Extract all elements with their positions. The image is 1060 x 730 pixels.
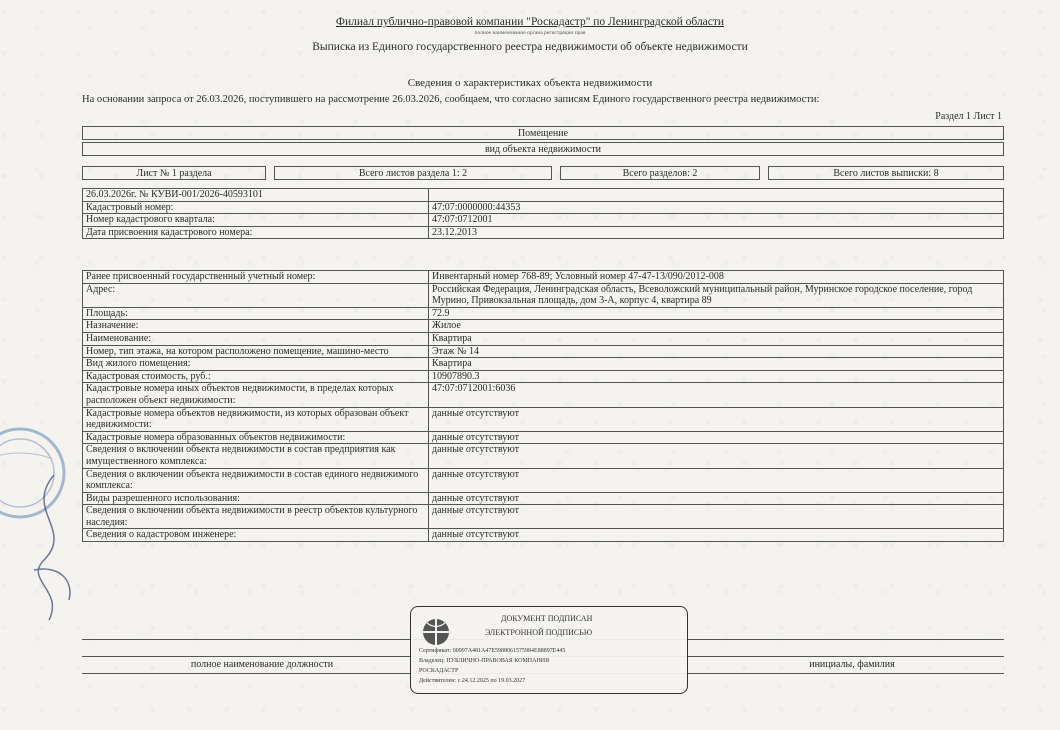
- table-row: [83, 271, 1004, 284]
- organization-name: Филиал публично-правовой компании "Роскадастр" по Ленинградской области: [335, 16, 725, 28]
- stamp-line2: ЭЛЕКТРОННОЙ ПОДПИСЬЮ: [485, 628, 593, 637]
- row-label: Кадастровые номера образованных объектов недвижимости:: [83, 431, 429, 444]
- row-value: Инвентарный номер 768-89; Условный номер 47-47-13/090/2012-008: [429, 271, 1004, 284]
- sheets-info-row: [82, 166, 1004, 180]
- basis-text: На основании запроса от 26.03.2026, поступившего на рассмотрение 26.03.2026, сообщаем, что согласно записям Единого государственного реестра недвижимости:: [82, 94, 820, 105]
- row-label: Кадастровая стоимость, руб.:: [83, 370, 429, 383]
- stamp-owner: Владелец: ПУБЛИЧНО-ПРАВОВАЯ КОМПАНИЯ: [419, 658, 550, 664]
- table-row: [83, 444, 1004, 468]
- sheet-reference: Раздел 1 Лист 1: [935, 111, 1002, 122]
- sheets-total: Всего листов выписки: 8: [768, 166, 1004, 180]
- row-value: Квартира: [429, 332, 1004, 345]
- organization-note: полное наименование органа регистрации прав: [474, 30, 586, 36]
- table-row: [83, 383, 1004, 407]
- row-value: данные отсутствуют: [429, 529, 1004, 542]
- handwritten-signature-icon: [14, 470, 94, 630]
- row-value: данные отсутствуют: [429, 444, 1004, 468]
- row-label: Кадастровые номера иных объектов недвижимости, в пределах которых расположен объект недвижимости:: [83, 383, 429, 407]
- request-blank: [429, 189, 1004, 202]
- table-row: [83, 201, 1004, 214]
- row-label: Номер кадастрового квартала:: [83, 214, 429, 227]
- row-value: 72.9: [429, 307, 1004, 320]
- table-row: [83, 226, 1004, 239]
- sheets-in-section: Всего листов раздела 1: 2: [274, 166, 552, 180]
- table-row: [83, 358, 1004, 371]
- e-signature-stamp: [410, 606, 688, 694]
- row-label: Назначение:: [83, 320, 429, 333]
- section-title: Сведения о характеристиках объекта недвижимости: [407, 77, 653, 89]
- row-value: Этаж № 14: [429, 345, 1004, 358]
- row-label: Кадастровый номер:: [83, 201, 429, 214]
- table-row: [83, 283, 1004, 307]
- details-table: [82, 270, 1004, 542]
- row-value: 47:07:0712001: [429, 214, 1004, 227]
- row-value: 47:07:0000000:44353: [429, 201, 1004, 214]
- table-row: [83, 431, 1004, 444]
- row-label: Адрес:: [83, 283, 429, 307]
- row-label: Вид жилого помещения:: [83, 358, 429, 371]
- row-label: Сведения о включении объекта недвижимости в состав предприятия как имущественного комплекса:: [83, 444, 429, 468]
- stamp-owner2: РОСКАДАСТР: [419, 668, 459, 674]
- request-line: 26.03.2026г. № КУВИ-001/2026-40593101: [83, 189, 429, 202]
- row-value: 23.12.2013: [429, 226, 1004, 239]
- stamp-certificate: Сертификат: 00997A481A47E5988061575984E88897E445: [419, 648, 566, 654]
- row-label: Виды разрешенного использования:: [83, 492, 429, 505]
- table-row: [83, 214, 1004, 227]
- table-row: [83, 345, 1004, 358]
- table-row: [83, 370, 1004, 383]
- row-value: данные отсутствуют: [429, 492, 1004, 505]
- extract-title: Выписка из Единого государственного реестра недвижимости об объекте недвижимости: [312, 41, 748, 53]
- roskadastr-logo-icon: [421, 617, 451, 647]
- row-value: данные отсутствуют: [429, 407, 1004, 431]
- sheet-number: Лист № 1 раздела: [82, 166, 266, 180]
- table-row: [83, 307, 1004, 320]
- stamp-validity: Действителен: с 24.12.2025 по 19.03.2027: [419, 678, 526, 684]
- row-label: Кадастровые номера объектов недвижимости, из которых образован объект недвижимости:: [83, 407, 429, 431]
- initials-label: инициалы, фамилия: [809, 659, 895, 670]
- row-label: Сведения о кадастровом инженере:: [83, 529, 429, 542]
- table-row: [83, 320, 1004, 333]
- table-row: [83, 407, 1004, 431]
- table-row: [83, 468, 1004, 492]
- table-row: [83, 529, 1004, 542]
- object-title: Помещение: [82, 126, 1004, 140]
- row-label: Сведения о включении объекта недвижимости в состав единого недвижимого комплекса:: [83, 468, 429, 492]
- row-label: Сведения о включении объекта недвижимости в реестр объектов культурного наследия:: [83, 505, 429, 529]
- identity-table: [82, 188, 1004, 239]
- row-label: Ранее присвоенный государственный учетный номер:: [83, 271, 429, 284]
- row-value: 10907890.3: [429, 370, 1004, 383]
- row-value: данные отсутствуют: [429, 431, 1004, 444]
- row-value: Российская Федерация, Ленинградская область, Всеволожский муниципальный район, Муринское городское поселение, город Мурино, Привокзальная площадь, дом 3-А, корпус 4, квартира 89: [429, 283, 1004, 307]
- request-row: [83, 189, 1004, 202]
- row-value: данные отсутствуют: [429, 505, 1004, 529]
- table-row: [83, 492, 1004, 505]
- row-label: Дата присвоения кадастрового номера:: [83, 226, 429, 239]
- row-label: Наименование:: [83, 332, 429, 345]
- row-label: Площадь:: [83, 307, 429, 320]
- row-value: Квартира: [429, 358, 1004, 371]
- row-value: Жилое: [429, 320, 1004, 333]
- table-row: [83, 332, 1004, 345]
- row-value: данные отсутствуют: [429, 468, 1004, 492]
- row-label: Номер, тип этажа, на котором расположено помещение, машино-место: [83, 345, 429, 358]
- stamp-line1: ДОКУМЕНТ ПОДПИСАН: [501, 614, 593, 623]
- object-type-label: вид объекта недвижимости: [82, 142, 1004, 156]
- table-row: [83, 505, 1004, 529]
- row-value: 47:07:0712001:6036: [429, 383, 1004, 407]
- sections-total: Всего разделов: 2: [560, 166, 760, 180]
- position-label: полное наименование должности: [190, 659, 334, 670]
